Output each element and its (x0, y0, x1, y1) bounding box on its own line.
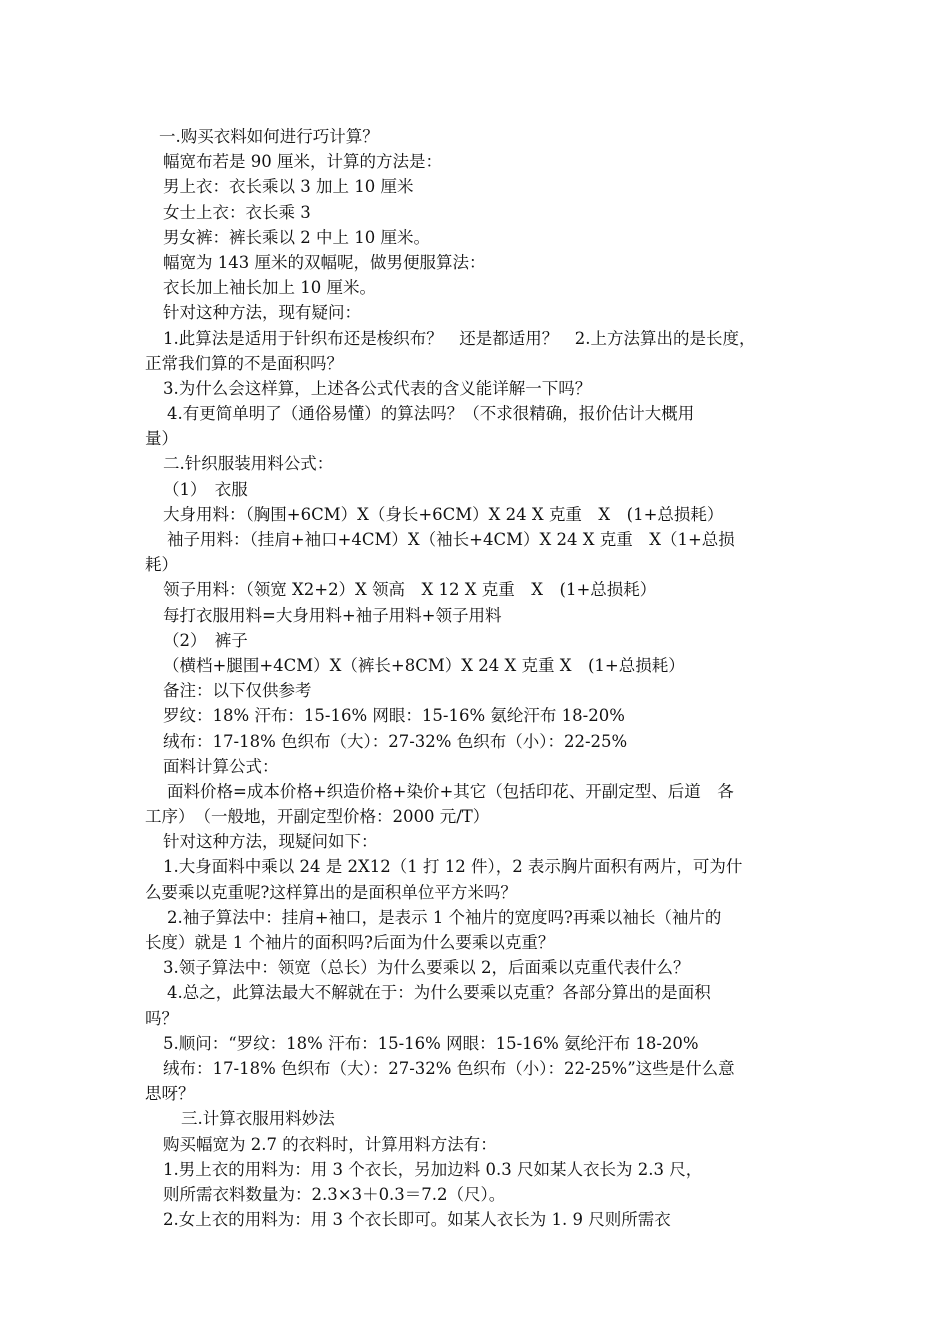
text-line: 工序） （一般地，开副定型价格：2000 元/T） (145, 807, 490, 827)
text-line: 量） (145, 429, 178, 449)
text-line: 幅宽为 143 厘米的双幅呢，做男便服算法： (163, 252, 486, 272)
text-line: 5.顺问：“罗纹：18% 汗布：15-16% 网眼：15-16% 氨纶汗布 18-20% (163, 1033, 699, 1053)
text-line: 男女裤：裤长乘以 2 中上 10 厘米。 (163, 227, 430, 247)
text-line: 罗纹：18% 汗布：15-16% 网眼：15-16% 氨纶汗布 18-20% (163, 706, 625, 726)
text-line: 绒布：17-18% 色织布（大）：27-32% 色织布（小）：22-25%”这些是什么意 (163, 1058, 735, 1078)
text-line: 2.袖子算法中：挂肩+袖口，是表示 1 个袖片的宽度吗?再乘以袖长（袖片的 (167, 907, 722, 927)
text-line: 2.女上衣的用料为：用 3 个衣长即可。如某人衣长为 1. 9 尺则所需衣 (163, 1210, 671, 1230)
text-line: 1.男上衣的用料为：用 3 个衣长，另加边料 0.3 尺如某人衣长为 2.3 尺， (163, 1159, 703, 1179)
text-line: 么要乘以克重呢?这样算出的是面积单位平方米吗？ (145, 882, 517, 902)
formula-line: 领子用料：（领宽 X2+2）X 领高 X 12 X 克重 X (1+总损耗） (163, 580, 657, 600)
section-heading-3: 三.计算衣服用料妙法 (181, 1109, 335, 1129)
formula-line: 面料价格=成本价格+织造价格+染价+其它（包括印花、开副定型、后道 各 (167, 781, 734, 801)
text-line: 备注：以下仅供参考 (163, 681, 312, 701)
text-line: 男上衣：衣长乘以 3 加上 10 厘米 (163, 177, 414, 197)
formula-line: 袖子用料：（挂肩+袖口+4CM）X（袖长+4CM）X 24 X 克重 X（1+总损 (167, 530, 735, 549)
subsection-heading: （2） 裤子 (163, 630, 248, 650)
subsection-heading: （1） 衣服 (163, 479, 248, 499)
text-line: 女士上衣：衣长乘 3 (163, 202, 311, 222)
formula-line: 每打衣服用料=大身用料+袖子用料+领子用料 (163, 605, 502, 625)
section-heading-2: 二.针织服装用料公式： (163, 454, 334, 474)
text-line: 吗？ (145, 1008, 178, 1028)
text-line: 4.有更简单明了（通俗易懂）的算法吗？（不求很精确，报价估计大概用 (167, 404, 695, 424)
text-line: 衣长加上袖长加上 10 厘米。 (163, 278, 376, 298)
text-line: 1.此算法是适用于针织布还是梭织布？ 还是都适用？ 2.上方法算出的是长度， (163, 328, 756, 348)
document-body (145, 124, 825, 1232)
formula-line: 大身用料：（胸围+6CM）X（身长+6CM）X 24 X 克重 X (1+总损耗） (163, 504, 724, 524)
text-line: 4.总之，此算法最大不解就在于：为什么要乘以克重？各部分算出的是面积 (167, 983, 711, 1003)
text-line: 1.大身面料中乘以 24 是 2X12（1 打 12 件），2 表示胸片面积有两片，可为什 (163, 857, 743, 877)
text-line: 正常我们算的不是面积吗？ (145, 353, 343, 373)
text-line: 针对这种方法，现有疑问： (163, 303, 361, 323)
text-line: 长度）就是 1 个袖片的面积吗?后面为什么要乘以克重？ (145, 933, 555, 952)
text-line: 耗） (145, 555, 178, 575)
text-line: 幅宽布若是 90 厘米，计算的方法是： (163, 152, 442, 172)
text-line: 绒布：17-18% 色织布（大）：27-32% 色织布（小）：22-25% (163, 731, 628, 751)
text-line: 针对这种方法，现疑问如下： (163, 832, 378, 852)
text-line: 面料计算公式： (163, 756, 279, 776)
text-line: 思呀？ (145, 1084, 195, 1104)
text-line: 3.领子算法中：领宽（总长）为什么要乘以 2，后面乘以克重代表什么？ (163, 958, 690, 978)
text-line: 购买幅宽为 2.7 的衣料时，计算用料方法有： (163, 1134, 497, 1154)
text-line: 3.为什么会这样算，上述各公式代表的含义能详解一下吗？ (163, 378, 592, 398)
text-line: 则所需衣料数量为：2.3×3＋0.3＝7.2（尺）。 (163, 1184, 506, 1204)
formula-line: （横档+腿围+4CM）X（裤长+8CM）X 24 X 克重 X (1+总损耗） (163, 655, 685, 675)
section-heading-1: 一.购买衣料如何进行巧计算？ (159, 127, 379, 146)
